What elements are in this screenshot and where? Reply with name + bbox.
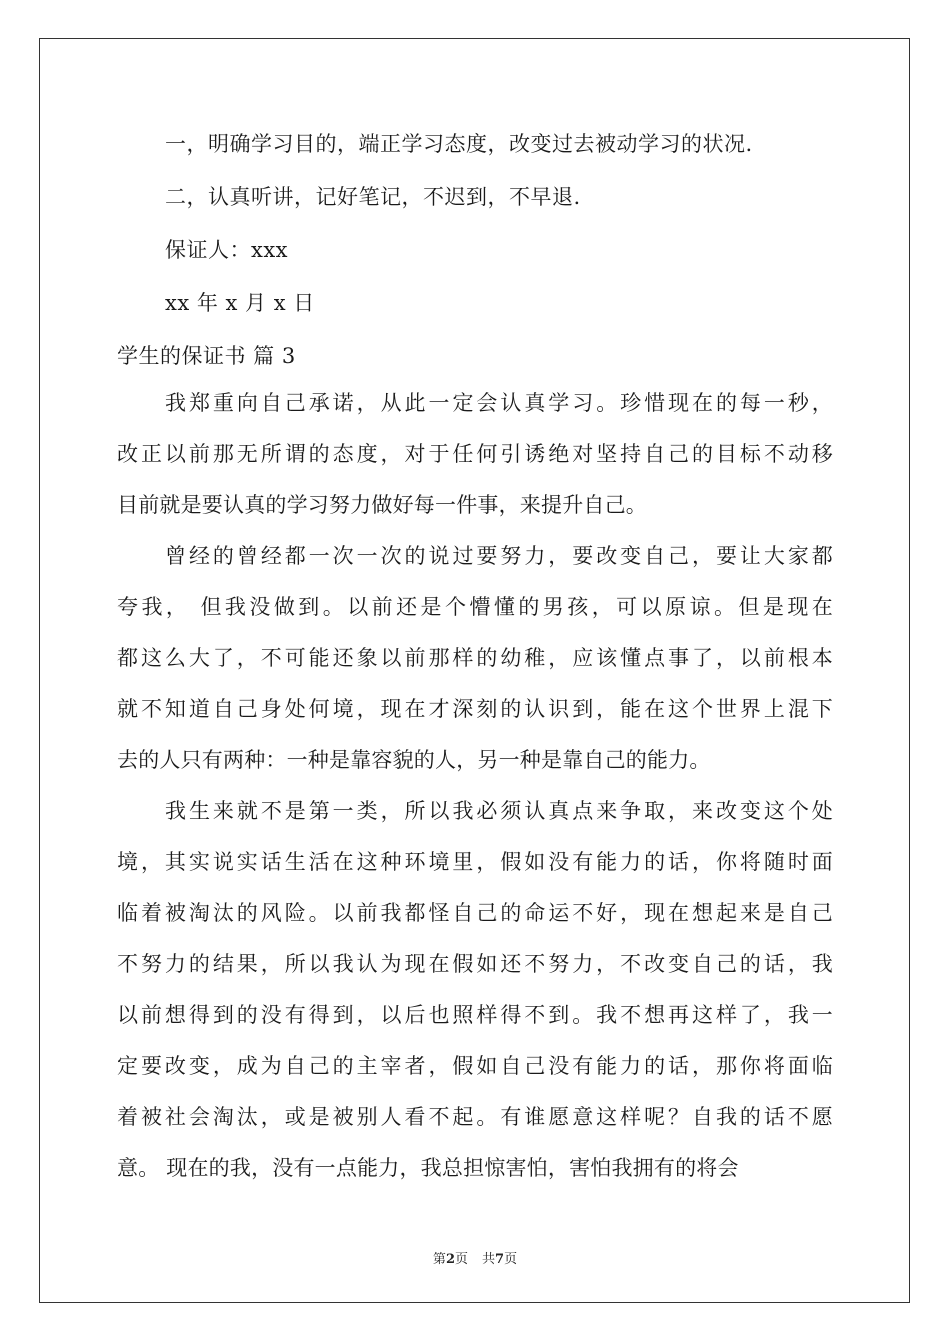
section-title: 学生的保证书 篇 3: [117, 344, 296, 368]
page-footer: [0, 1248, 950, 1267]
footer-page-mid: 页: [454, 1252, 468, 1267]
text-line: 二，认真听讲，记好笔记，不迟到，不早退.: [165, 185, 581, 209]
paragraph-line: 定要改变，成为自己的主宰者，假如自己没有能力的话，那你将面临: [117, 1054, 833, 1078]
paragraph-1: [117, 378, 833, 531]
paragraph-line: 目前就是要认真的学习努力做好每一件事，来提升自己。: [117, 493, 647, 517]
paragraph-3: [117, 786, 833, 1194]
date-line: xx 年 x 月 x 日: [165, 291, 315, 315]
paragraph-line: 境，其实说实话生活在这种环境里，假如没有能力的话，你将随时面: [117, 850, 833, 874]
paragraph-line: 都这么大了，不可能还象以前那样的幼稚，应该懂点事了，以前根本: [117, 646, 833, 670]
paragraph-line: 我生来就不是第一类，所以我必须认真点来争取，来改变这个处: [165, 799, 833, 823]
paragraph-line: 意。 现在的我，没有一点能力，我总担惊害怕，害怕我拥有的将会: [117, 1156, 739, 1180]
paragraph-line: 就不知道自己身处何境，现在才深刻的认识到，能在这个世界上混下: [117, 697, 833, 721]
paragraph-line: 夸我， 但我没做到。以前还是个懵懂的男孩，可以原谅。但是现在: [117, 595, 833, 619]
paragraph-line: 我郑重向自己承诺，从此一定会认真学习。珍惜现在的每一秒，: [165, 391, 833, 415]
paragraph-line: 着被社会淘汰，或是被别人看不起。有谁愿意这样呢？自我的话不愿: [117, 1105, 833, 1129]
paragraph-line: 改正以前那无所谓的态度，对于任何引诱绝对坚持自己的目标不动移: [117, 442, 833, 466]
footer-total-suffix: 页: [504, 1252, 518, 1267]
paragraph-line: 临着被淘汰的风险。以前我都怪自己的命运不好，现在想起来是自己: [117, 901, 833, 925]
paragraph-line: 曾经的曾经都一次一次的说过要努力，要改变自己，要让大家都: [165, 544, 833, 568]
paragraph-line: 不努力的结果，所以我认为现在假如还不努力，不改变自己的话，我: [117, 952, 833, 976]
paragraph-line: 去的人只有两种：一种是靠容貌的人，另一种是靠自己的能力。: [117, 748, 711, 772]
footer-page-prefix: 第: [432, 1252, 446, 1267]
paragraph-line: 以前想得到的没有得到，以后也照样得不到。我不想再这样了，我一: [117, 1003, 833, 1027]
footer-page-total: 7: [495, 1252, 505, 1267]
text-line: 一，明确学习目的，端正学习态度，改变过去被动学习的状况.: [165, 132, 753, 156]
document-body: [117, 131, 833, 1194]
footer-page-current: 2: [445, 1252, 455, 1267]
footer-total-prefix: 共: [482, 1252, 496, 1267]
paragraph-2: [117, 531, 833, 786]
text-line: 保证人：xxx: [165, 238, 289, 262]
